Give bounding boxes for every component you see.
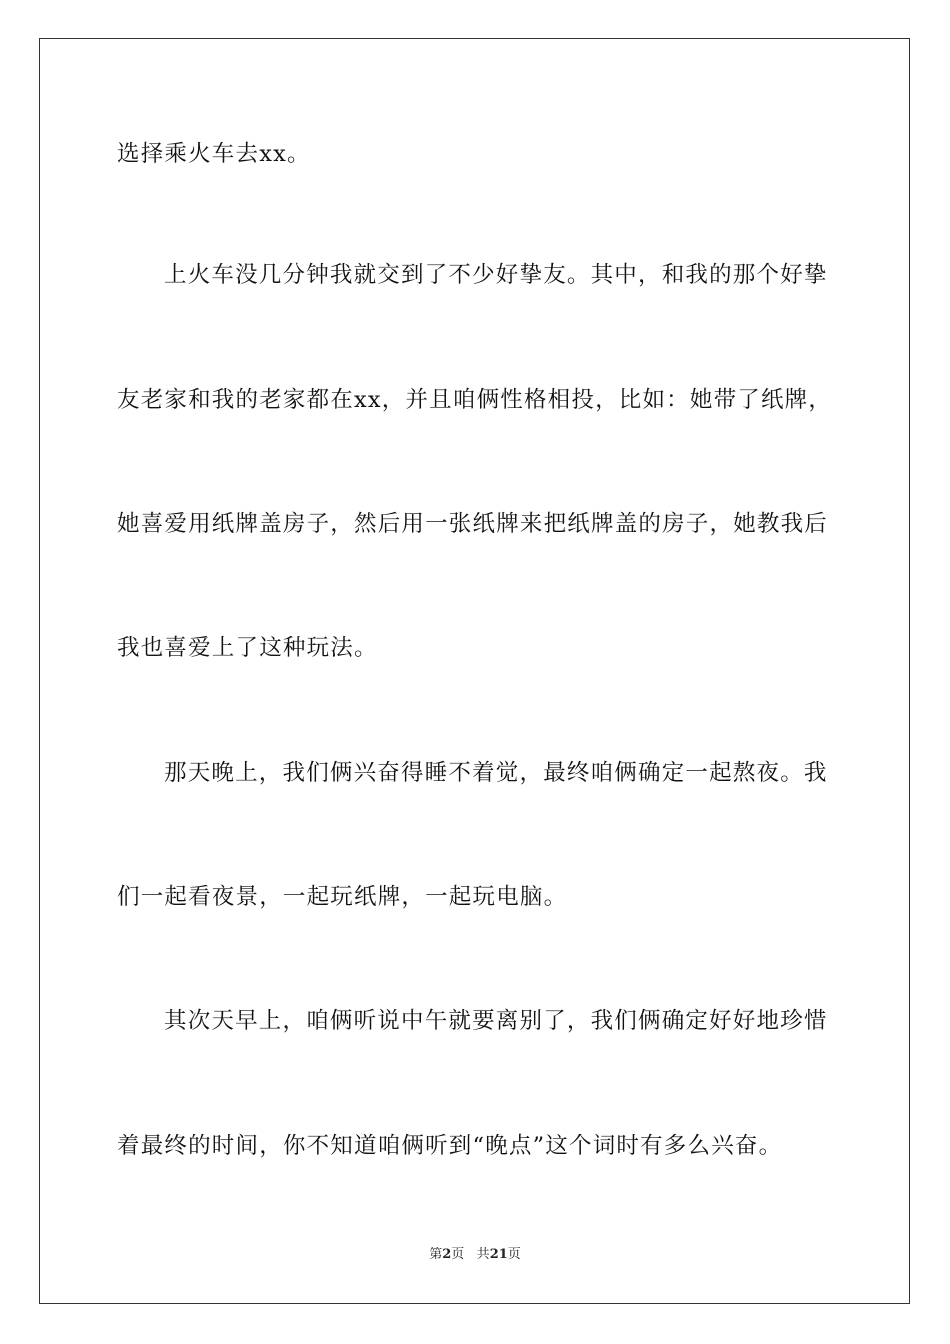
page-border xyxy=(39,38,910,1304)
page-prefix: 第 xyxy=(429,1247,443,1262)
body-line-1: 选择乘火车去xx。 xyxy=(117,141,311,167)
page-number: 2 xyxy=(442,1247,452,1262)
total-prefix: 共 xyxy=(476,1247,490,1262)
total-pages: 21 xyxy=(489,1247,508,1262)
body-line-8: 其次天早上，咱俩听说中午就要离别了，我们俩确定好好地珍惜 xyxy=(164,1008,828,1034)
body-line-9: 着最终的时间，你不知道咱俩听到“晚点”这个词时有多么兴奋。 xyxy=(117,1133,783,1159)
body-line-5: 我也喜爱上了这种玩法。 xyxy=(117,635,378,661)
total-suffix: 页 xyxy=(507,1247,521,1262)
body-line-4: 她喜爱用纸牌盖房子，然后用一张纸牌来把纸牌盖的房子，她教我后 xyxy=(117,511,829,537)
body-line-2: 上火车没几分钟我就交到了不少好挚友。其中，和我的那个好挚 xyxy=(164,262,828,288)
body-line-7: 们一起看夜景，一起玩纸牌，一起玩电脑。 xyxy=(117,884,568,910)
body-line-6: 那天晚上，我们俩兴奋得睡不着觉，最终咱俩确定一起熬夜。我 xyxy=(164,760,828,786)
body-line-3: 友老家和我的老家都在xx，并且咱俩性格相投，比如：她带了纸牌， xyxy=(117,387,833,413)
page-footer xyxy=(0,1246,950,1264)
page-suffix: 页 xyxy=(451,1247,465,1262)
